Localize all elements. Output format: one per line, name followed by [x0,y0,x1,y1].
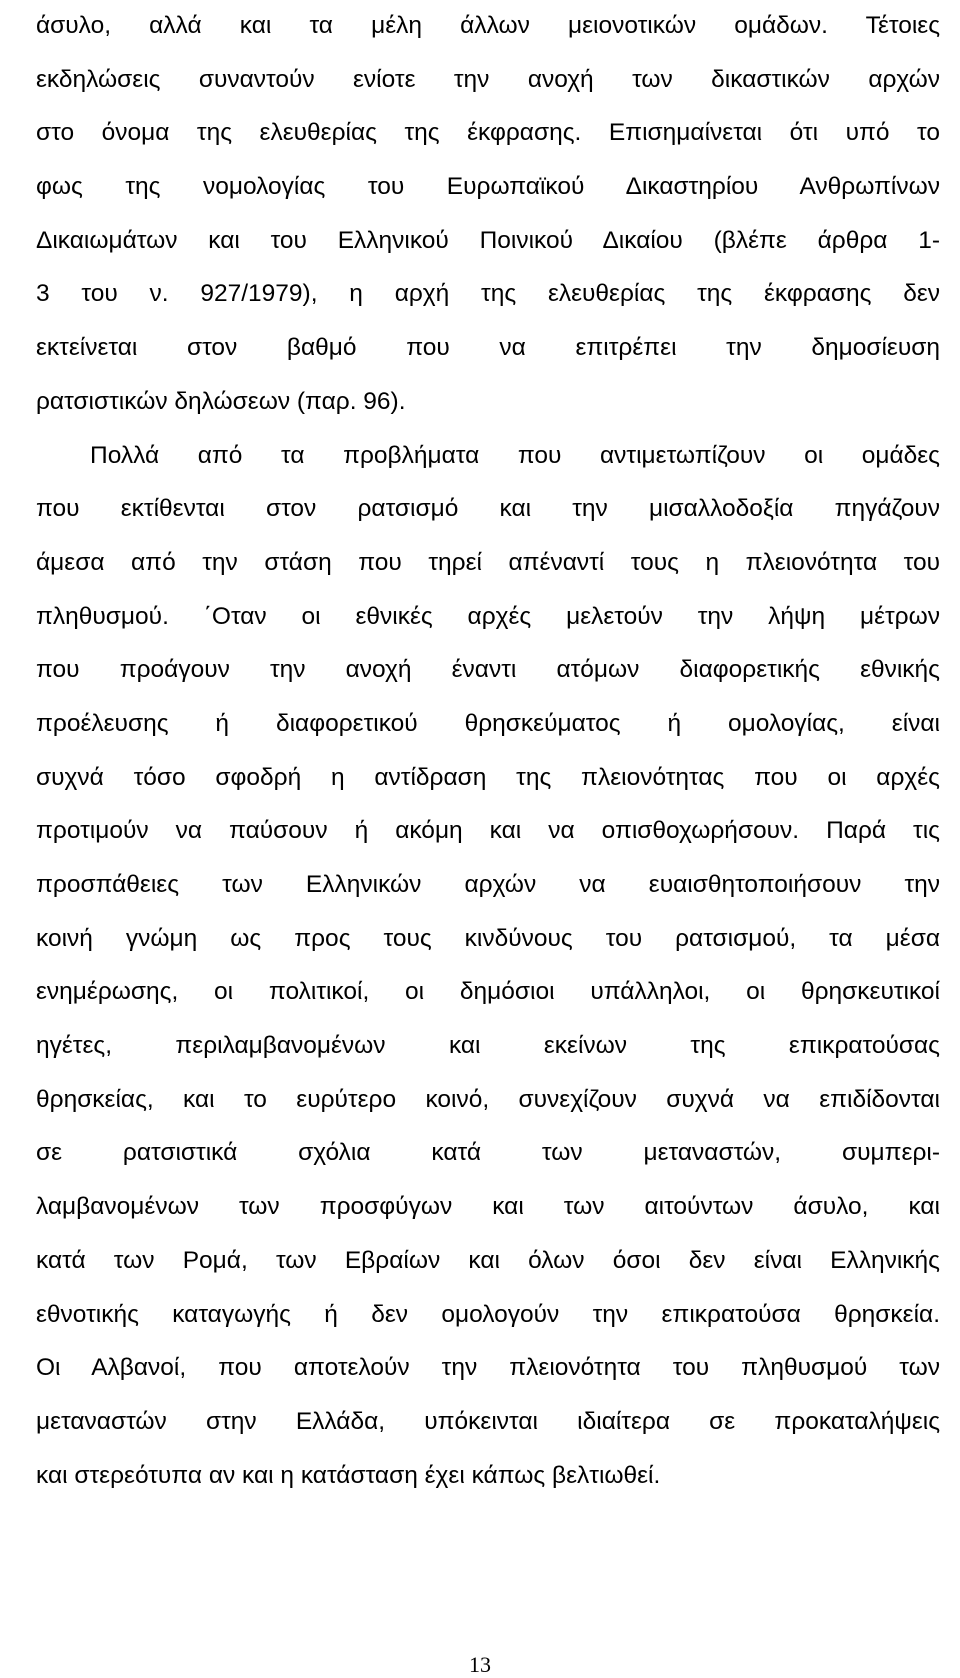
text-line: Οι Αλβανοί, που αποτελούν την πλειονότητα του πληθυσμού των [36,1354,940,1382]
text-line: ενημέρωσης, οι πολιτικοί, οι δημόσιοι υπάλληλοι, οι θρησκευτικοί [36,978,940,1006]
text-line: πληθυσμού. ΄Οταν οι εθνικές αρχές μελετούν την λήψη μέτρων [36,602,940,630]
text-line: προέλευσης ή διαφορετικού θρησκεύματος ή ομολογίας, είναι [36,709,940,737]
text-line: που προάγουν την ανοχή έναντι ατόμων διαφορετικής εθνικής [36,656,940,684]
text-line: εκτείνεται στον βαθμό που να επιτρέπει την δημοσίευση [36,334,940,362]
text-line: άσυλο, αλλά και τα μέλη άλλων μειονοτικών ομάδων. Τέτοιες [36,12,940,39]
text-line: λαμβανομένων των προσφύγων και των αιτούντων άσυλο, και [36,1193,940,1221]
text-line: κοινή γνώμη ως προς τους κινδύνους του ρατσισμού, τα μέσα [36,924,940,952]
text-line: σε ρατσιστικά σχόλια κατά των μεταναστών, συμπερι- [36,1139,940,1167]
text-line: στο όνομα της ελευθερίας της έκφρασης. Επισημαίνεται ότι υπό το [36,119,940,147]
paragraph-first-line: Πολλά από τα προβλήματα που αντιμετωπίζουν οι ομάδες [90,441,940,469]
text-line: εκδηλώσεις συναντούν ενίοτε την ανοχή των δικαστικών αρχών [36,65,940,93]
paragraph-last-line: ρατσιστικών δηλώσεων (παρ. 96). [36,387,406,415]
paragraph-last-line: και στερεότυπα αν και η κατάσταση έχει κάπως βελτιωθεί. [36,1461,661,1489]
text-line: 3 του ν. 927/1979), η αρχή της ελευθερίας της έκφρασης δεν [36,280,940,308]
text-line: φως της νομολογίας του Ευρωπαϊκού Δικαστηρίου Ανθρωπίνων [36,173,940,201]
text-line: μεταναστών στην Ελλάδα, υπόκεινται ιδιαίτερα σε προκαταλήψεις [36,1407,940,1435]
text-line: εθνοτικής καταγωγής ή δεν ομολογούν την επικρατούσα θρησκεία. [36,1300,940,1328]
text-line: θρησκείας, και το ευρύτερο κοινό, συνεχίζουν συχνά να επιδίδονται [36,1085,940,1113]
text-line: ηγέτες, περιλαμβανομένων και εκείνων της επικρατούσας [36,1032,940,1060]
text-line: Δικαιωμάτων και του Ελληνικού Ποινικού Δικαίου (βλέπε άρθρα 1- [36,226,940,254]
body-text [36,4,940,1507]
text-line: συχνά τόσο σφοδρή η αντίδραση της πλειονότητας που οι αρχές [36,763,940,791]
text-line: προτιμούν να παύσουν ή ακόμη και να οπισθοχωρήσουν. Παρά τις [36,817,940,845]
text-line: κατά των Ρομά, των Εβραίων και όλων όσοι δεν είναι Ελληνικής [36,1246,940,1274]
text-line: άμεσα από την στάση που τηρεί απέναντί τους η πλειονότητα του [36,548,940,576]
text-line: που εκτίθενται στον ρατσισμό και την μισαλλοδοξία πηγάζουν [36,495,940,523]
page-number: 13 [469,1652,491,1677]
text-line: προσπάθειες των Ελληνικών αρχών να ευαισθητοποιήσουν την [36,871,940,898]
